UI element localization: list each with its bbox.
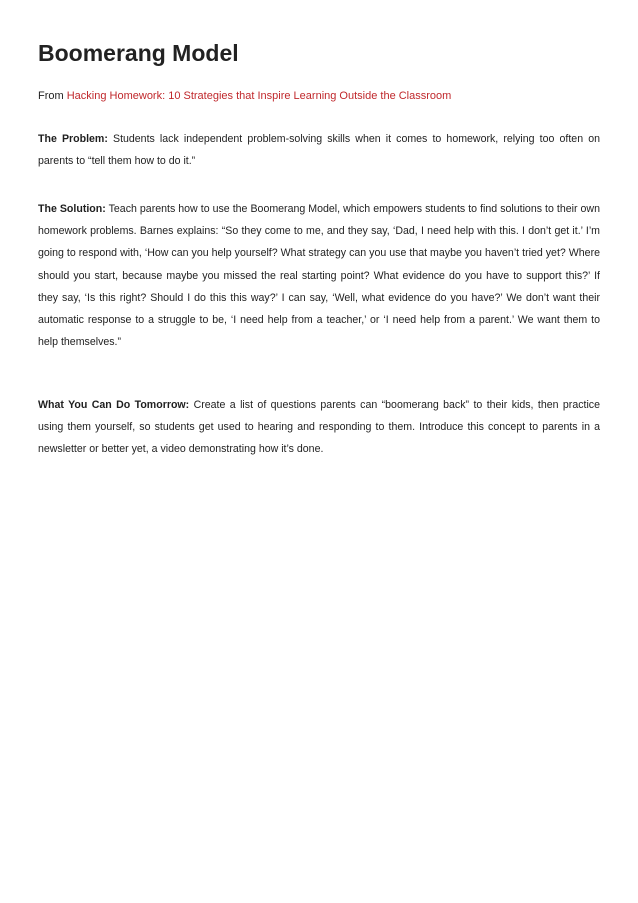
tomorrow-paragraph bbox=[38, 394, 600, 461]
problem-label: The Problem: bbox=[38, 133, 108, 145]
tomorrow-text: Create a list of questions parents can “boomerang back” to their kids, then practice using them yourself, so students get used to hearing and responding to them. Introduce this concept to parents in a newsletter or better yet, a video demonstrating how it’s done. bbox=[38, 399, 600, 456]
source-link[interactable]: Hacking Homework: 10 Strategies that Inspire Learning Outside the Classroom bbox=[66, 90, 452, 102]
source-line bbox=[38, 90, 451, 102]
solution-text: Teach parents how to use the Boomerang Model, which empowers students to find solutions to their own homework problems. Barnes explains: “So they come to me, and they say, ‘Dad, I need help with this. I don’t get it.’ I’m going to respond with, ‘How can you help yourself? What strategy can you use that maybe you haven’t tried yet? Where should you start, because maybe you missed the real starting point? What evidence do you have to support this?’ If they say, ‘Is this right? Should I do this this way?’ I can say, ‘Well, what evidence do you have?’ We don’t want their automatic response to a struggle to be, ‘I need help from a teacher,’ or ‘I need help from a parent.’ We want them to help themselves.” bbox=[38, 203, 600, 349]
solution-label: The Solution: bbox=[38, 203, 106, 215]
solution-paragraph bbox=[38, 198, 600, 353]
source-prefix: From bbox=[38, 90, 64, 102]
tomorrow-label: What You Can Do Tomorrow: bbox=[38, 399, 190, 411]
page-title: Boomerang Model bbox=[38, 40, 239, 66]
problem-text: Students lack independent problem-solving skills when it comes to homework, relying too often on parents to “tell them how to do it.” bbox=[38, 133, 600, 168]
problem-paragraph bbox=[38, 128, 600, 172]
